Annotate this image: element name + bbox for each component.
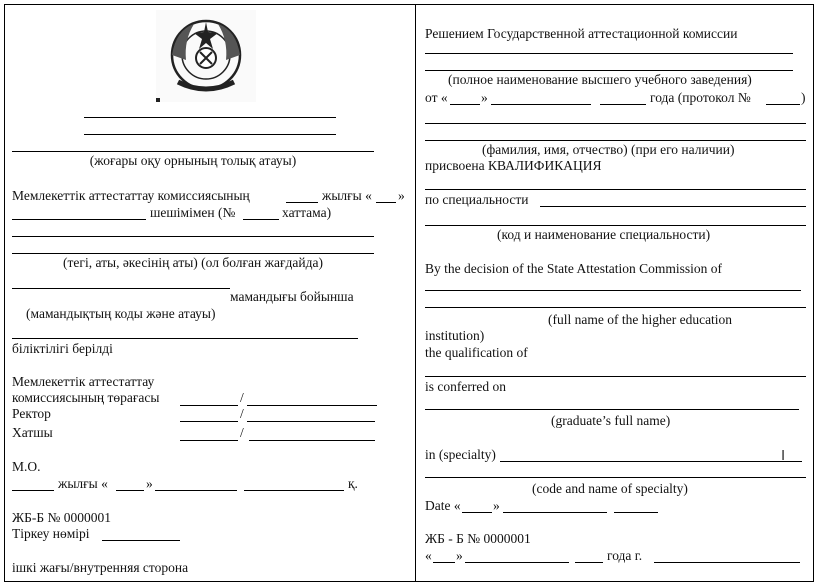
chair-slash: / (240, 390, 244, 405)
chair-line-1: Мемлекеттік аттестаттау (12, 374, 155, 389)
rector-slash: / (240, 406, 244, 421)
rector-label: Ректор (12, 406, 51, 421)
en-date-day-blank (462, 512, 492, 513)
ru-from: от « (425, 90, 448, 105)
year-blank (286, 202, 318, 203)
en-date-close: » (493, 498, 500, 513)
secretary-slash: / (240, 425, 244, 440)
ru-month-blank (491, 104, 591, 105)
qualification-given: біліктілігі берілді (12, 341, 113, 356)
rector-name-blank (247, 421, 375, 422)
city-mark: қ. (348, 476, 358, 491)
chair-line-2: комиссиясының төрағасы (12, 390, 160, 405)
en-conferred: is conferred on (425, 379, 506, 394)
en-specialty: in (specialty) (425, 447, 496, 462)
date-year-word: жылғы « (58, 476, 108, 491)
ru-hint-specialty: (код и наименование специальности) (497, 227, 711, 242)
chair-signature-blank (180, 405, 238, 406)
ru-specialty-line-2 (425, 225, 806, 226)
ru-paren-close: ) (801, 90, 806, 105)
page-divider (415, 4, 416, 582)
state-emblem-icon (156, 10, 256, 102)
year-word: жылғы « (322, 188, 372, 203)
ru-awarded: присвоена КВАЛИФИКАЦИЯ (425, 158, 602, 173)
reg-number-label: Тіркеу нөмірі (12, 526, 90, 541)
rector-signature-blank (180, 421, 238, 422)
en-hint-specialty: (code and name of specialty) (532, 481, 688, 496)
ru-name-line-2 (425, 140, 806, 141)
quote-close: » (398, 188, 405, 203)
left-serial: ЖБ-Б № 0000001 (12, 510, 111, 525)
specialty-blank (12, 288, 230, 289)
protocol-word: хаттама) (282, 205, 332, 220)
text-cursor-icon: Ⅰ (781, 448, 786, 464)
ru-day-blank (450, 104, 480, 105)
secretary-signature-blank (180, 440, 238, 441)
ru-protocol-blank (766, 104, 800, 105)
en-hint-name: (graduate’s full name) (551, 413, 671, 428)
en-name-line (425, 409, 799, 410)
institution-line-2 (84, 134, 336, 135)
en-qualification-line (425, 376, 806, 377)
ru-year-protocol: года (протокол № (650, 90, 751, 105)
right-year-blank (575, 562, 603, 563)
month-blank (12, 219, 146, 220)
chair-name-blank (247, 405, 377, 406)
en-specialty-line-2 (425, 477, 806, 478)
en-qualification: the qualification of (425, 345, 528, 360)
ru-institution-line-1 (425, 53, 793, 54)
stamp-mark: М.О. (12, 459, 41, 474)
ru-hint-name: (фамилия, имя, отчество) (при его наличии) (482, 142, 735, 157)
en-specialty-blank (500, 461, 802, 462)
date-close: » (146, 476, 153, 491)
right-day-blank (433, 562, 455, 563)
hint-institution: (жоғары оқу орнының толық атауы) (89, 153, 297, 168)
protocol-blank (243, 219, 279, 220)
en-institution-line-1 (425, 290, 801, 291)
institution-line-3 (12, 151, 374, 152)
ru-qualification-line (425, 189, 806, 190)
en-hint-institution-1: (full name of the higher education (548, 312, 733, 327)
ru-hint-institution: (полное наименование высшего учебного заведения) (448, 72, 752, 87)
hint-specialty: (мамандықтың коды және атауы) (26, 306, 216, 321)
ru-close-quote: » (481, 90, 488, 105)
qualification-blank (12, 338, 358, 339)
right-month-blank (465, 562, 569, 563)
right-serial: ЖБ - Б № 0000001 (425, 531, 531, 546)
secretary-label: Хатшы (12, 425, 53, 440)
ru-name-line-1 (425, 123, 806, 124)
reg-number-blank (102, 540, 180, 541)
date-month-blank (155, 490, 237, 491)
en-date-year-blank (614, 512, 658, 513)
right-open-quote: « (425, 548, 432, 563)
right-city-blank (654, 562, 800, 563)
date-year-blank (12, 490, 54, 491)
ru-institution-line-2 (425, 70, 793, 71)
ru-year-city: года г. (607, 548, 643, 563)
specialty-suffix: мамандығы бойынша (230, 289, 354, 304)
secretary-name-blank (249, 440, 375, 441)
institution-line-1 (84, 117, 336, 118)
date-day-blank (116, 490, 144, 491)
name-line-1 (12, 236, 374, 237)
en-hint-institution-2: institution) (425, 328, 485, 343)
ru-year-blank (600, 104, 646, 105)
ru-specialty-blank (540, 206, 806, 207)
decision-tail: шешімімен (№ (150, 205, 236, 220)
ru-by-specialty: по специальности (425, 192, 529, 207)
en-date: Date « (425, 498, 461, 513)
ru-decision: Решением Государственной аттестационной комиссии (425, 26, 738, 41)
side-label: ішкі жағы/внутренняя сторона (12, 560, 189, 575)
en-institution-line-2 (425, 307, 806, 308)
en-date-month-blank (503, 512, 607, 513)
name-line-2 (12, 253, 374, 254)
commission-text: Мемлекеттік аттестаттау комиссиясының (12, 188, 250, 203)
city-blank (244, 490, 344, 491)
right-close-quote: » (456, 548, 463, 563)
hint-name: (тегі, аты, әкесінің аты) (ол болған жағдайда) (63, 255, 323, 270)
day-blank (376, 202, 396, 203)
en-decision: By the decision of the State Attestation Commission of (425, 261, 722, 276)
